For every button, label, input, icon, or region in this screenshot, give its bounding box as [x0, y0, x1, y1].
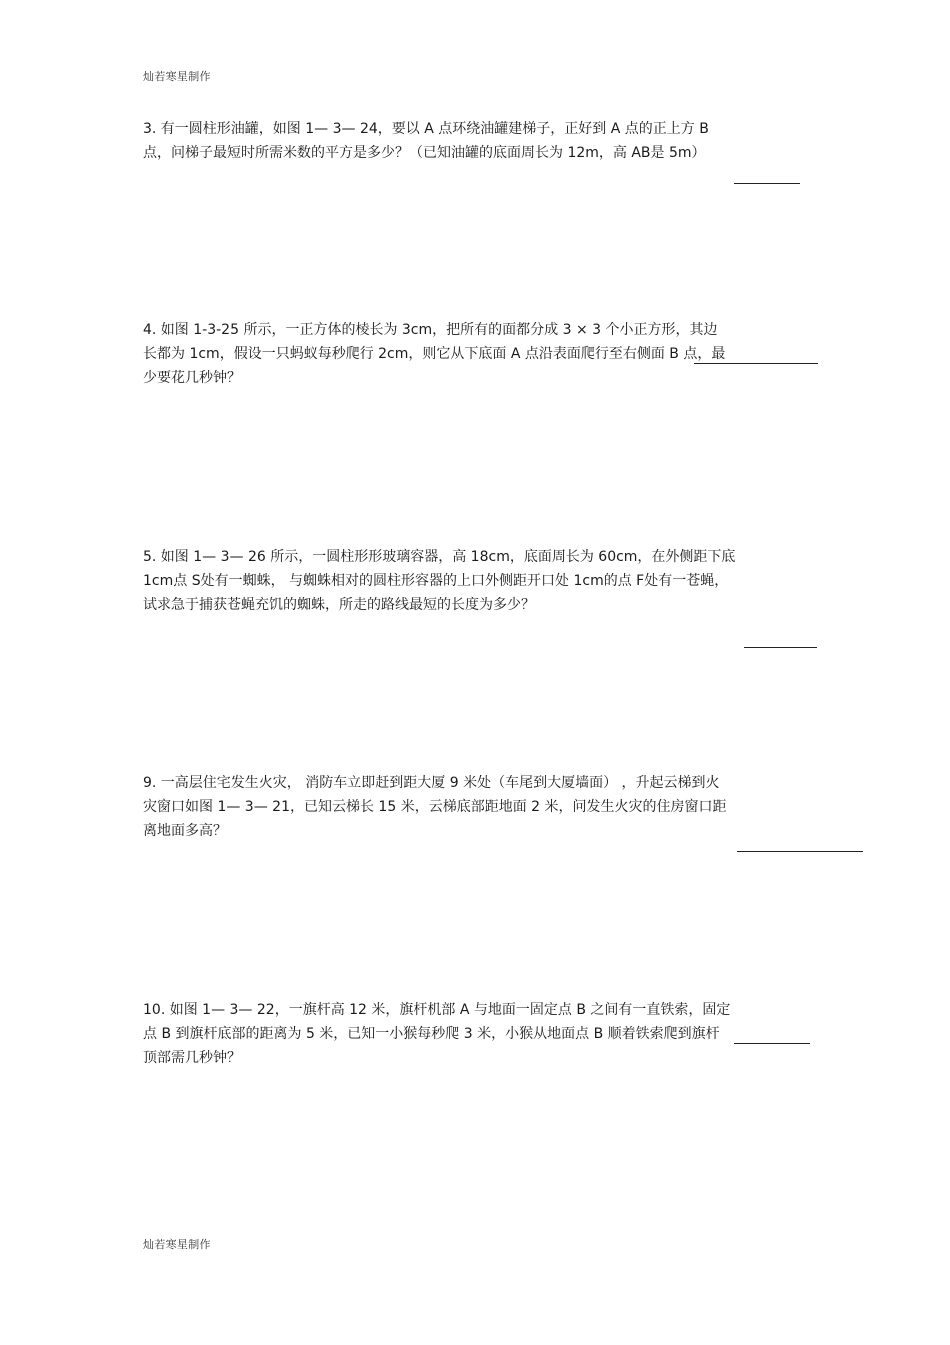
- problem-4: [143, 318, 823, 390]
- problem-line: 离地面多高？: [143, 823, 227, 839]
- problem-3: [143, 117, 823, 165]
- problem-9: [143, 771, 823, 843]
- answer-underline: [694, 363, 818, 364]
- problem-line: 少要花几秒钟？: [143, 370, 241, 386]
- answer-underline: [744, 647, 817, 648]
- page-header: 灿若寒星制作: [143, 70, 211, 83]
- answer-underline: [737, 851, 863, 852]
- problem-line: 灾窗口如图 1— 3— 21，已知云梯长 15 米，云梯底部距地面 2 米，问发生火灾的住房窗口距: [143, 799, 727, 815]
- problem-10: [143, 998, 823, 1070]
- answer-underline: [734, 1043, 810, 1044]
- problem-line: 试求急于捕获苍蝇充饥的蜘蛛，所走的路线最短的长度为多少？: [143, 597, 535, 613]
- answer-underline: [734, 183, 800, 184]
- problem-line: 4. 如图 1-3-25 所示，一正方体的棱长为 3cm，把所有的面都分成 3 × 3 个小正方形，其边: [143, 322, 718, 338]
- problem-line: 点 B 到旗杆底部的距离为 5 米，已知一小猴每秒爬 3 米，小猴从地面点 B 顺着铁索爬到旗杆: [143, 1026, 720, 1042]
- problem-line: 点，问梯子最短时所需米数的平方是多少？（已知油罐的底面周长为 12m，高 AB是 5m）: [143, 145, 706, 161]
- problem-line: 长都为 1cm，假设一只蚂蚁每秒爬行 2cm，则它从下底面 A 点沿表面爬行至右侧面 B 点，最: [143, 346, 726, 362]
- problem-line: 5. 如图 1— 3— 26 所示，一圆柱形形玻璃容器，高 18cm，底面周长为 60cm，在外侧距下底: [143, 549, 736, 565]
- problem-line: 9. 一高层住宅发生火灾， 消防车立即赶到距大厦 9 米处（车尾到大厦墙面） ，升起云梯到火: [143, 775, 720, 791]
- problem-line: 3. 有一圆柱形油罐，如图 1— 3— 24，要以 A 点环绕油罐建梯子，正好到 A 点的正上方 B: [143, 121, 709, 137]
- problem-5: [143, 545, 823, 617]
- problem-line: 顶部需几秒钟？: [143, 1050, 241, 1066]
- problem-line: 10. 如图 1— 3— 22，一旗杆高 12 米，旗杆机部 A 与地面一固定点 B 之间有一直铁索，固定: [143, 1002, 731, 1018]
- problem-line: 1cm点 S处有一蜘蛛， 与蜘蛛相对的圆柱形容器的上口外侧距开口处 1cm的点 F处有一苍蝇，: [143, 573, 729, 589]
- page-footer: 灿若寒星制作: [143, 1238, 211, 1251]
